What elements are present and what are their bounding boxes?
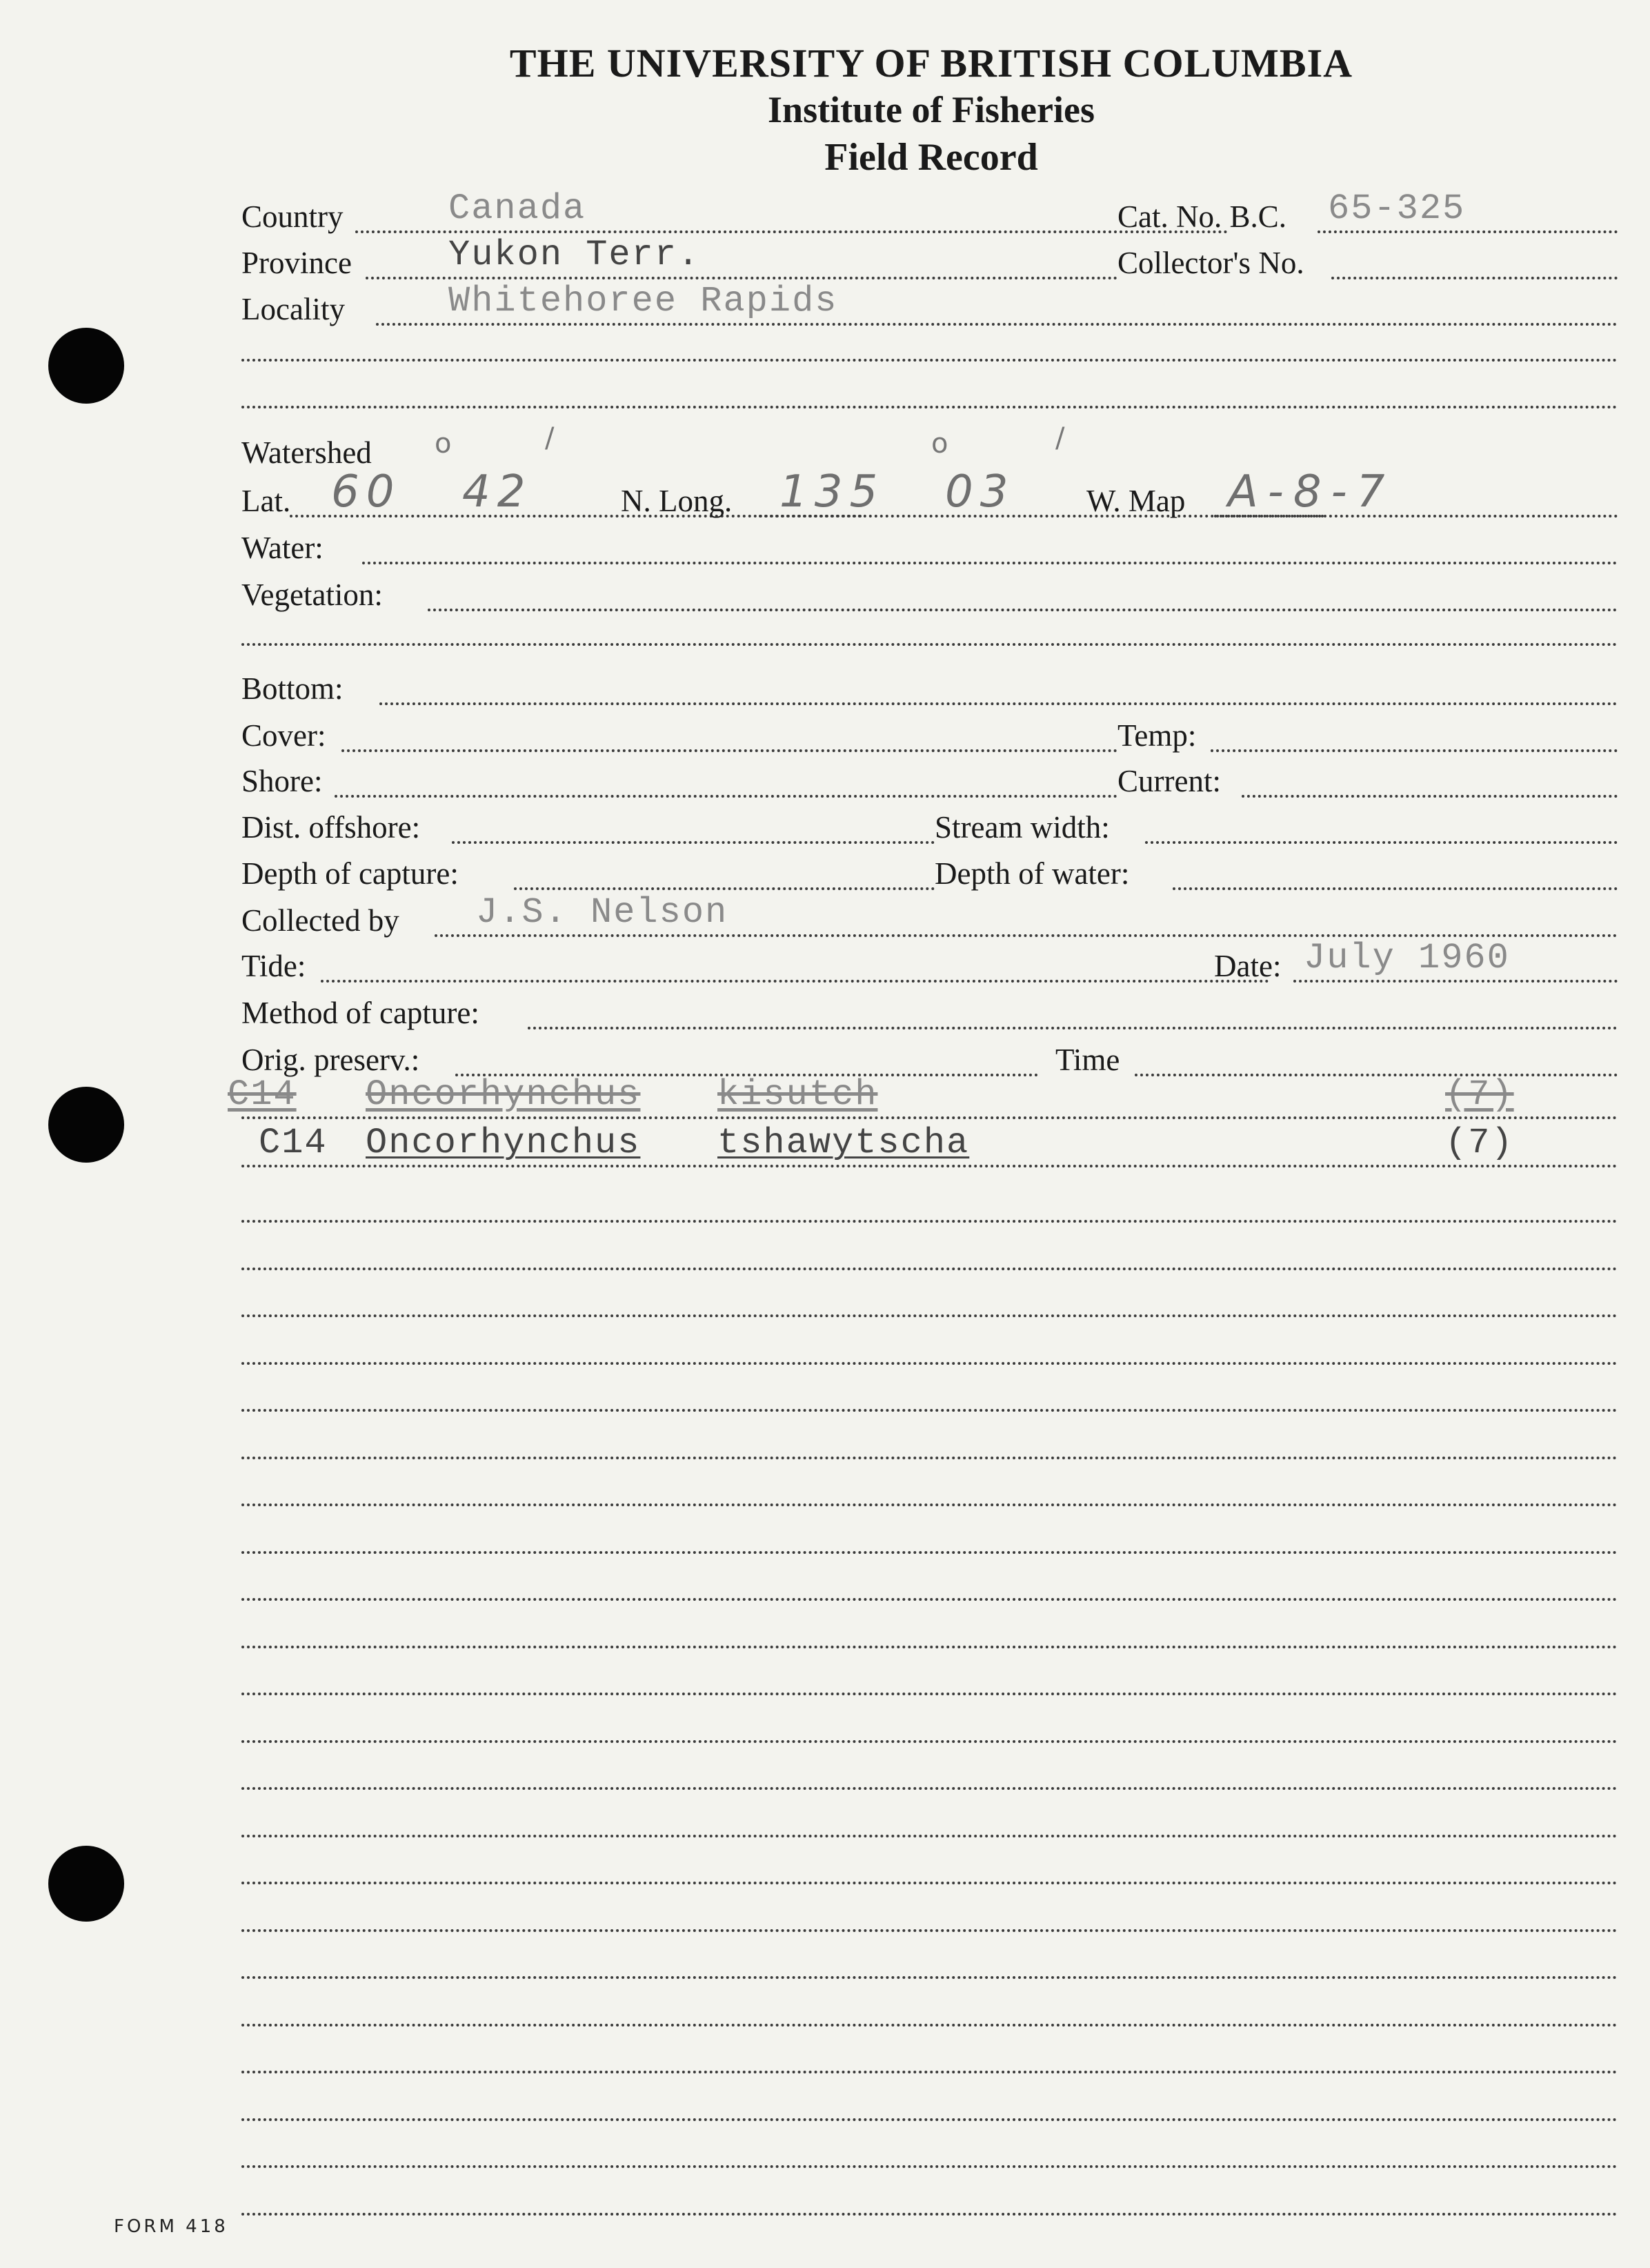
row-lat-long bbox=[241, 466, 1618, 523]
ruled-line bbox=[241, 2165, 1618, 2168]
date-value: July 1960 bbox=[1304, 938, 1510, 978]
collectors-no-label: Collector's No. bbox=[1117, 246, 1304, 280]
species-name: tshawytscha bbox=[717, 1123, 970, 1163]
species-line bbox=[228, 1074, 1618, 1125]
current-label: Current: bbox=[1117, 764, 1221, 798]
ruled-line bbox=[241, 2118, 1618, 2121]
locality-value: Whitehoree Rapids bbox=[448, 281, 838, 322]
species-genus: Oncorhynchus bbox=[366, 1123, 641, 1163]
country-label: Country bbox=[241, 199, 344, 234]
watershed-label: Watershed bbox=[241, 435, 372, 470]
ruled-line bbox=[241, 1835, 1618, 1837]
ruled-line bbox=[241, 1220, 1618, 1223]
row-shore bbox=[241, 756, 1618, 803]
species-line bbox=[241, 1123, 1618, 1173]
tide-label: Tide: bbox=[241, 949, 306, 983]
ruled-line bbox=[241, 1693, 1618, 1695]
temp-label: Temp: bbox=[1117, 718, 1197, 753]
lat-degrees: 60 bbox=[331, 466, 401, 517]
depth-capture-label: Depth of capture: bbox=[241, 856, 459, 891]
lat-minutes: 42 bbox=[462, 466, 533, 517]
w-map-label: W. Map bbox=[1086, 484, 1186, 518]
ruled-line bbox=[241, 2024, 1618, 2027]
dist-offshore-label: Dist. offshore: bbox=[241, 810, 421, 845]
minute-mark: / bbox=[545, 422, 555, 454]
punch-hole bbox=[48, 328, 124, 404]
orig-preserv-label: Orig. preserv.: bbox=[241, 1043, 420, 1077]
ruled-line bbox=[241, 1503, 1618, 1506]
row-dist-offshore bbox=[241, 802, 1618, 849]
depth-water-label: Depth of water: bbox=[935, 856, 1130, 891]
ruled-line bbox=[241, 1740, 1618, 1743]
minute-mark: / bbox=[1055, 422, 1065, 454]
ruled-line bbox=[241, 1409, 1618, 1412]
ruled-line bbox=[241, 1787, 1618, 1790]
ruled-line bbox=[241, 1598, 1618, 1601]
province-label: Province bbox=[241, 246, 352, 280]
species-code: C14 bbox=[228, 1074, 297, 1115]
form-title: Field Record bbox=[824, 136, 1038, 179]
punch-hole bbox=[48, 1087, 124, 1163]
ruled-line bbox=[241, 2213, 1618, 2216]
ruled-line bbox=[241, 1551, 1618, 1554]
ruled-line bbox=[241, 1268, 1618, 1270]
row-method bbox=[241, 988, 1618, 1035]
row-province bbox=[241, 235, 1618, 285]
n-long-label: N. Long. bbox=[621, 484, 733, 518]
species-count: (7) bbox=[1445, 1074, 1514, 1115]
collected-by-label: Collected by bbox=[241, 903, 399, 938]
institution-title: THE UNIVERSITY OF BRITISH COLUMBIA bbox=[509, 41, 1353, 86]
institute-subtitle: Institute of Fisheries bbox=[768, 89, 1095, 130]
species-code: C14 bbox=[259, 1123, 328, 1163]
punch-hole bbox=[48, 1846, 124, 1922]
row-tide bbox=[241, 938, 1618, 988]
row-country bbox=[241, 188, 1618, 239]
lat-label: Lat. bbox=[241, 484, 291, 518]
date-label: Date: bbox=[1214, 949, 1282, 983]
long-minutes: 03 bbox=[945, 466, 1015, 517]
row-vegetation bbox=[241, 570, 1618, 617]
map-value: A-8-7 bbox=[1228, 466, 1395, 517]
degree-mark: o bbox=[931, 428, 948, 460]
locality-label: Locality bbox=[241, 292, 345, 326]
cat-no-label: Cat. No. B.C. bbox=[1117, 199, 1287, 234]
ruled-line bbox=[241, 1646, 1618, 1648]
cover-label: Cover: bbox=[241, 718, 326, 753]
form-number: FORM 418 bbox=[114, 2216, 228, 2237]
species-name: kisutch bbox=[717, 1074, 878, 1115]
row-watershed bbox=[241, 422, 1618, 475]
bottom-label: Bottom: bbox=[241, 671, 344, 706]
water-label: Water: bbox=[241, 531, 324, 565]
row-collected-by bbox=[241, 892, 1618, 943]
ruled-line bbox=[241, 1882, 1618, 1884]
row-cover bbox=[241, 711, 1618, 758]
row-locality bbox=[241, 281, 1618, 331]
country-value: Canada bbox=[448, 188, 586, 229]
row-water bbox=[241, 523, 1618, 570]
ruled-line bbox=[241, 2071, 1618, 2073]
row-bottom bbox=[241, 664, 1618, 711]
long-degrees: 135 bbox=[779, 466, 885, 517]
stream-width-label: Stream width: bbox=[935, 810, 1110, 845]
ruled-line bbox=[241, 1929, 1618, 1932]
vegetation-label: Vegetation: bbox=[241, 578, 383, 612]
ruled-line bbox=[241, 1362, 1618, 1365]
time-label: Time bbox=[1055, 1043, 1120, 1077]
species-genus: Oncorhynchus bbox=[366, 1074, 641, 1115]
shore-label: Shore: bbox=[241, 764, 323, 798]
degree-mark: o bbox=[435, 428, 452, 460]
province-value: Yukon Terr. bbox=[448, 235, 701, 275]
cat-no-value: 65-325 bbox=[1328, 188, 1466, 229]
collected-by-value: J.S. Nelson bbox=[476, 892, 728, 933]
ruled-line bbox=[241, 1976, 1618, 1979]
ruled-line bbox=[241, 1314, 1618, 1317]
method-label: Method of capture: bbox=[241, 996, 479, 1030]
species-count: (7) bbox=[1445, 1123, 1514, 1163]
row-depth bbox=[241, 849, 1618, 896]
ruled-line bbox=[241, 1457, 1618, 1459]
